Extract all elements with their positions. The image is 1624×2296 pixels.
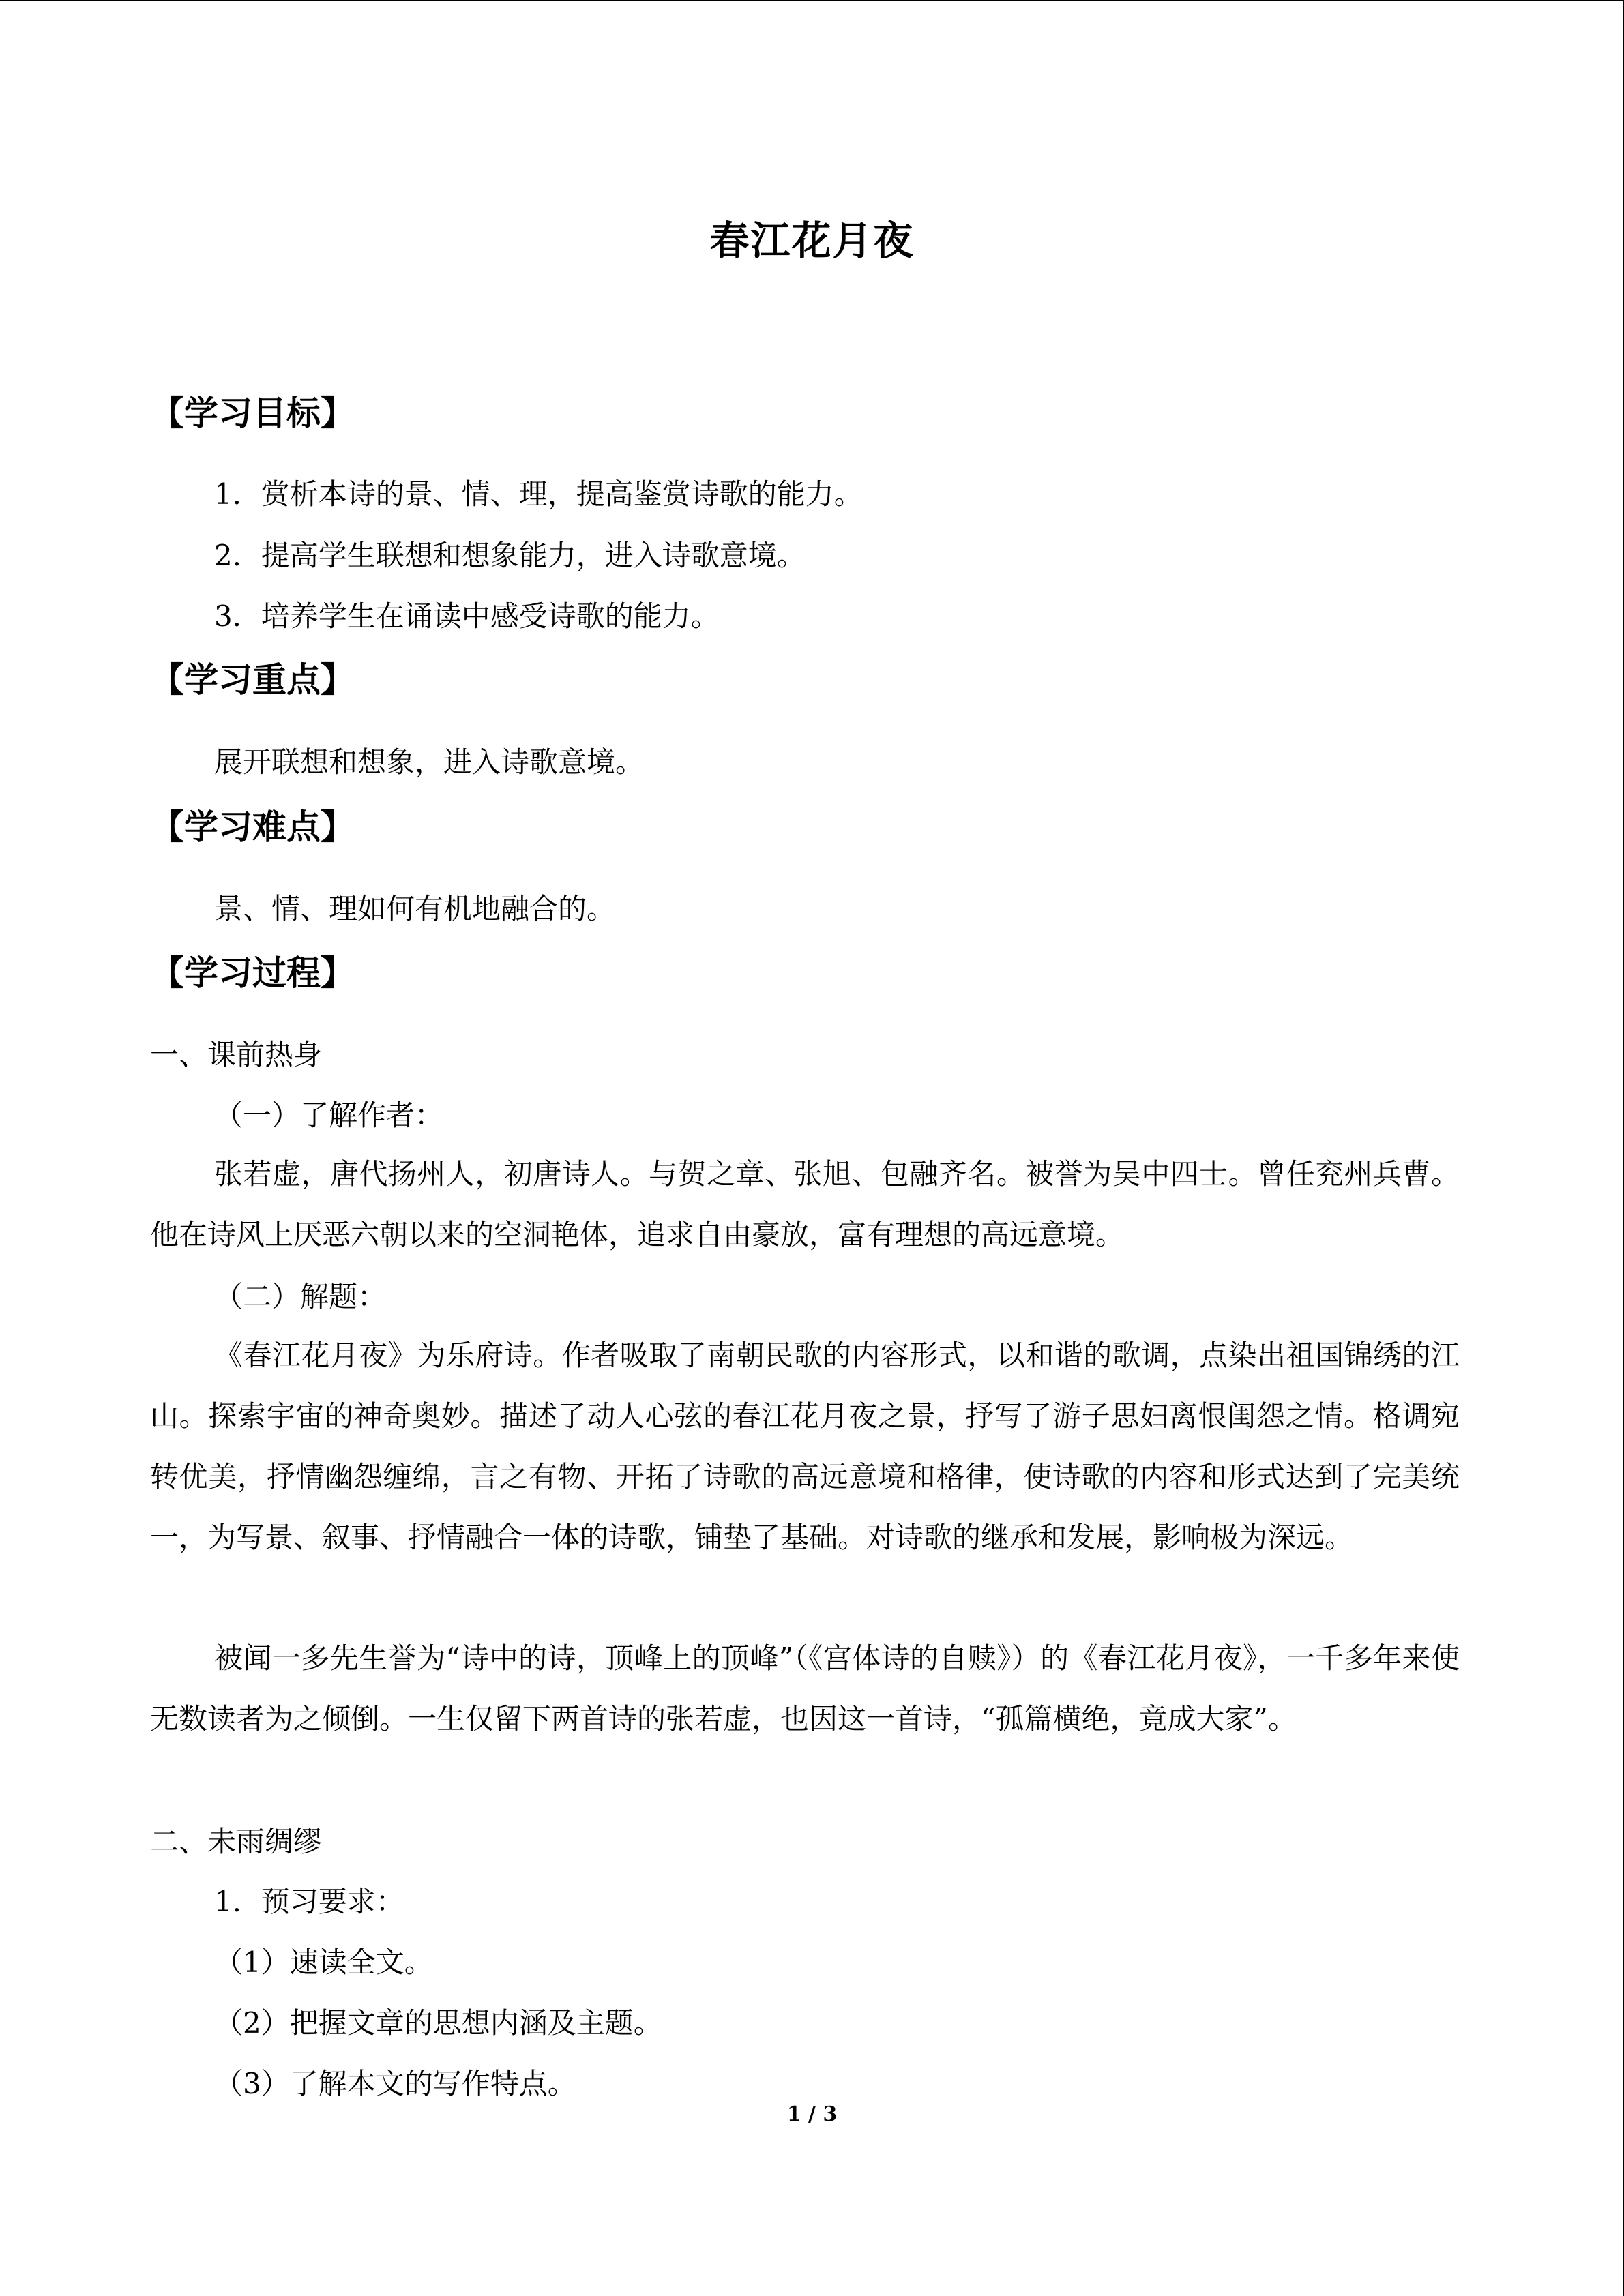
part1-title: 一、课前热身 — [150, 1038, 323, 1071]
preview-item-3: （3）了解本文的写作特点。 — [214, 2067, 576, 2100]
intro-paragraph-2: 被闻一多先生誉为“诗中的诗，顶峰上的顶峰”（《宫体诗的自赎》）的《春江花月夜》，一千多年来使无数读者为之倾倒。一生仅留下两首诗的张若虚，也因这一首诗，“孤篇横绝，竟成大家”。 — [150, 1641, 1460, 1735]
preview-item-2: （2）把握文章的思想内涵及主题。 — [214, 2006, 662, 2040]
author-paragraph: 张若虚，唐代扬州人，初唐诗人。与贺之章、张旭、包融齐名。被誉为吴中四士。曾任兖州兵曹。他在诗风上厌恶六朝以来的空洞艳体，追求自由豪放，富有理想的高远意境。 — [150, 1157, 1460, 1251]
page-title: 春江花月夜 — [709, 218, 915, 264]
heading-key-points: 【学习重点】 — [150, 660, 355, 700]
preview-item-1: （1）速读全文。 — [214, 1945, 433, 1979]
part2-title: 二、未雨绸缪 — [150, 1825, 323, 1858]
preview-title: 1．预习要求： — [214, 1885, 404, 1918]
key-points-text: 展开联想和想象，进入诗歌意境。 — [214, 745, 645, 779]
heading-objectives: 【学习目标】 — [150, 393, 355, 433]
objective-item-2: 2．提高学生联想和想象能力，进入诗歌意境。 — [214, 539, 806, 572]
title-explanation-subtitle: （二）解题： — [214, 1280, 387, 1313]
intro-paragraph-1: 《春江花月夜》为乐府诗。作者吸取了南朝民歌的内容形式，以和谐的歌调，点染出祖国锦绣的江山。探索宇宙的神奇奥妙。描述了动人心弦的春江花月夜之景，抒写了游子思妇离恨闺怨之情。格调宛转优美，抒情幽怨缠绵，言之有物、开拓了诗歌的高远意境和格律，使诗歌的内容和形式达到了完美统一，为写景、叙事、抒情融合一体的诗歌，铺垫了基础。对诗歌的继承和发展，影响极为深远。 — [150, 1339, 1460, 1554]
difficulties-text: 景、情、理如何有机地融合的。 — [214, 892, 616, 925]
heading-difficulties: 【学习难点】 — [150, 807, 355, 847]
heading-process: 【学习过程】 — [150, 953, 355, 993]
page-number: 1 / 3 — [786, 2102, 838, 2126]
author-subtitle: （一）了解作者： — [214, 1099, 444, 1132]
objective-item-1: 1．赏析本诗的景、情、理，提高鉴赏诗歌的能力。 — [214, 477, 863, 511]
objective-item-3: 3．培养学生在诵读中感受诗歌的能力。 — [214, 599, 720, 633]
